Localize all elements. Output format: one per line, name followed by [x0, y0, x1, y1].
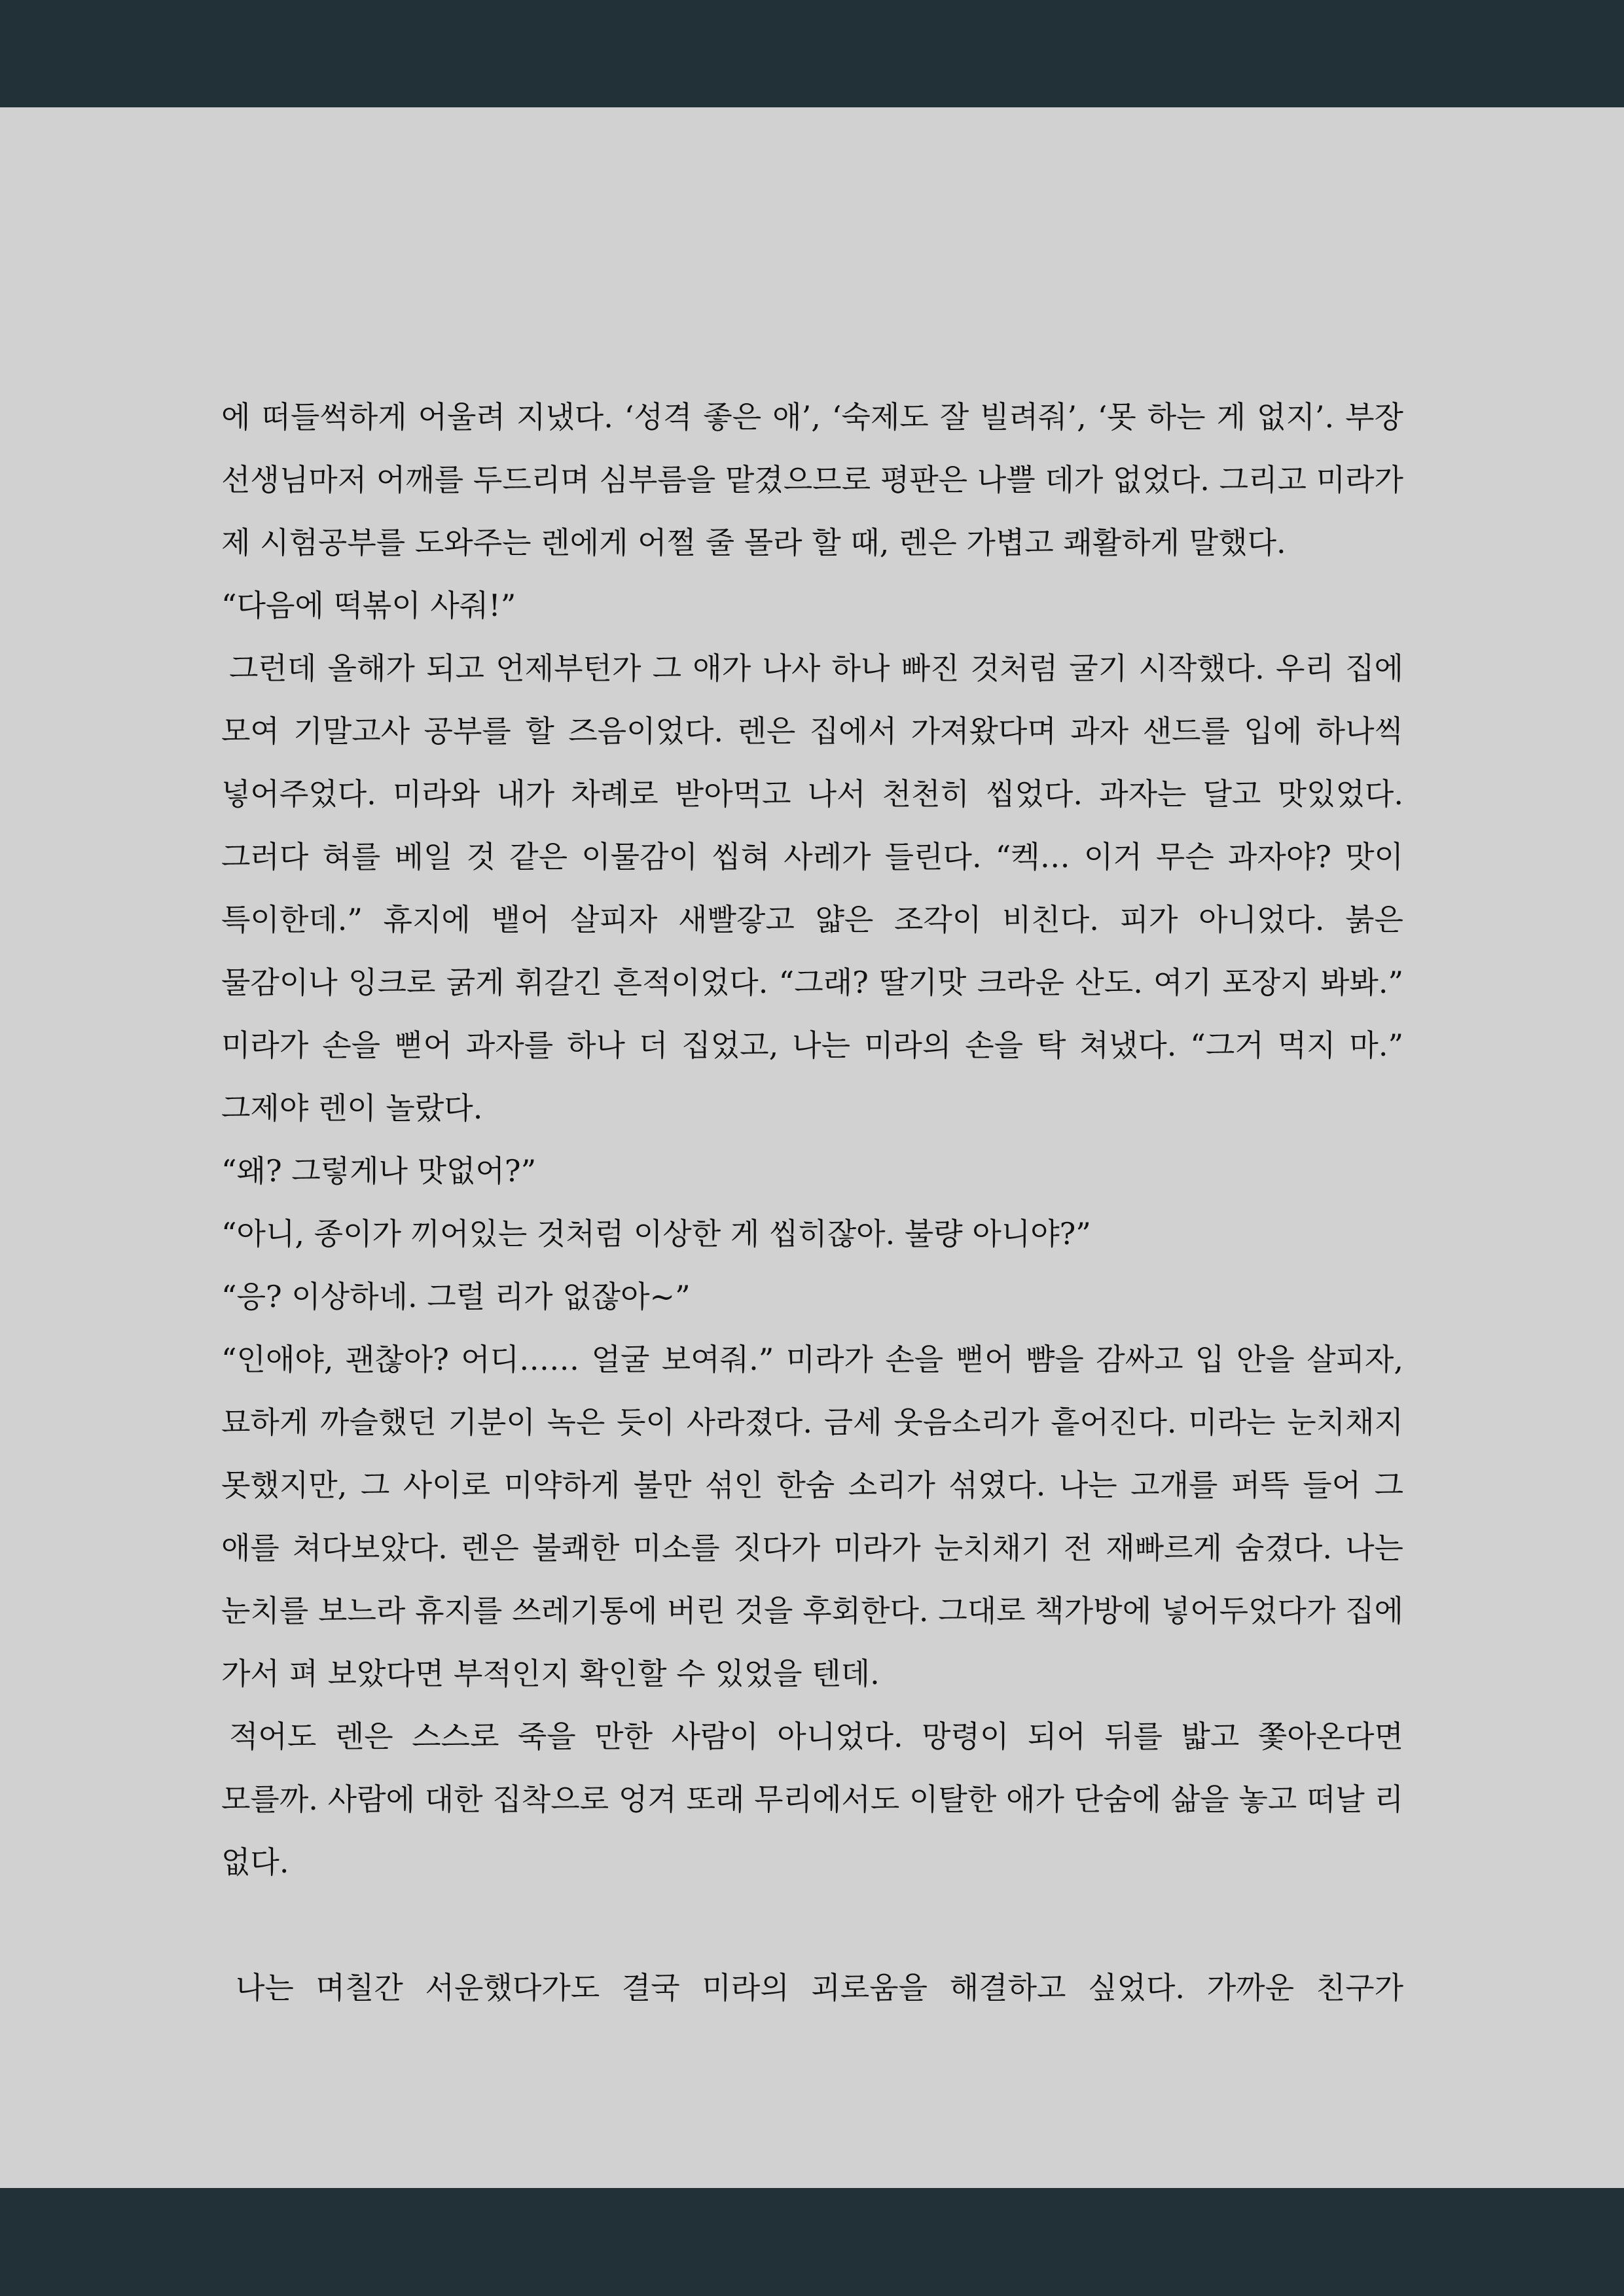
paragraph-8: 적어도 렌은 스스로 죽을 만한 사람이 아니었다. 망령이 되어 뒤를 밟고 쫓아온다면 모를까. 사람에 대한 집착으로 엉겨 또래 무리에서도 이탈한 애가 단숨에 삶을 놓고 떠날 리 없다.: [221, 1719, 1403, 1880]
paragraph-7: “인애야, 괜찮아? 어디…… 얼굴 보여줘.” 미라가 손을 뻗어 뺨을 감싸고 입 안을 살피자, 묘하게 까슬했던 기분이 녹은 듯이 사라졌다. 금세 웃음소리가 흩어진다. 미라는 눈치채지 못했지만, 그 사이로 미약하게 불만 섞인 한숨 소리가 섞였다. 나는 고개를 퍼뜩 들어 그 애를 쳐다보았다. 렌은 불쾌한 미소를 짓다가 미라가 눈치채기 전 재빠르게 숨겼다. 나는 눈치를 보느라 휴지를 쓰레기통에 버린 것을 후회한다. 그대로 책가방에 넣어두었다가 집에 가서 펴 보았다면 부적인지 확인할 수 있었을 텐데.: [221, 1342, 1403, 1691]
document-page: [0, 107, 1624, 2188]
paragraph-9: 나는 며칠간 서운했다가도 결국 미라의 괴로움을 해결하고 싶었다. 가까운 친구가: [236, 1970, 1403, 2005]
paragraph-2: “다음에 떡볶이 사줘!”: [221, 588, 516, 623]
paragraph-5: “아니, 종이가 끼어있는 것처럼 이상한 게 씹히잖아. 불량 아니야?”: [221, 1216, 1091, 1251]
paragraph-spacer: [221, 1893, 1403, 1956]
body-text: [221, 386, 1403, 2019]
bottom-dark-band: [0, 2188, 1624, 2296]
paragraph-1: 에 떠들썩하게 어울려 지냈다. ‘성격 좋은 애’, ‘숙제도 잘 빌려줘’, ‘못 하는 게 없지’. 부장 선생님마저 어깨를 두드리며 심부름을 맡겼으므로 평판은 나쁠 데가 없었다. 그리고 미라가 제 시험공부를 도와주는 렌에게 어쩔 줄 몰라 할 때, 렌은 가볍고 쾌활하게 말했다.: [221, 399, 1403, 560]
paragraph-6: “응? 이상하네. 그럴 리가 없잖아~”: [221, 1279, 691, 1314]
paragraph-4: “왜? 그렇게나 맛없어?”: [221, 1153, 537, 1189]
top-dark-band: [0, 0, 1624, 107]
paragraph-3: 그런데 올해가 되고 언제부턴가 그 애가 나사 하나 빠진 것처럼 굴기 시작했다. 우리 집에 모여 기말고사 공부를 할 즈음이었다. 렌은 집에서 가져왔다며 과자 샌드를 입에 하나씩 넣어주었다. 미라와 내가 차례로 받아먹고 나서 천천히 씹었다. 과자는 달고 맛있었다. 그러다 혀를 베일 것 같은 이물감이 씹혀 사레가 들린다. “켁… 이거 무슨 과자야? 맛이 특이한데.” 휴지에 뱉어 살피자 새빨갛고 얇은 조각이 비친다. 피가 아니었다. 붉은 물감이나 잉크로 굵게 휘갈긴 흔적이었다. “그래? 딸기맛 크라운 산도. 여기 포장지 봐봐.” 미라가 손을 뻗어 과자를 하나 더 집었고, 나는 미라의 손을 탁 쳐냈다. “그거 먹지 마.” 그제야 렌이 놀랐다.: [221, 651, 1403, 1126]
